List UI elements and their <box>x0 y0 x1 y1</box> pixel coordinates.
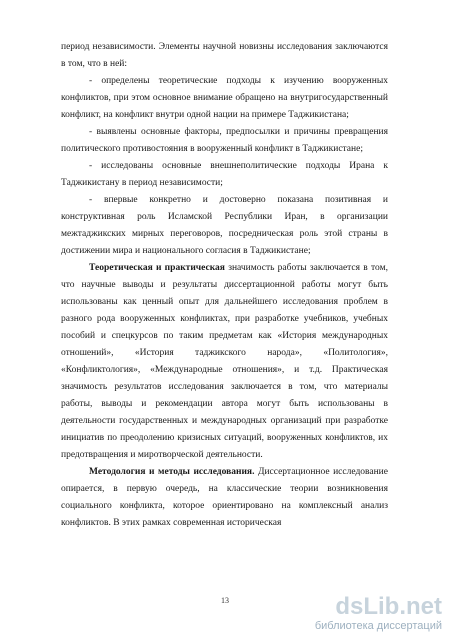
significance-heading: Теоретическая и практическая <box>89 263 225 273</box>
paragraph-novelty-item-3: - исследованы основные внешнеполитические подходы Ирана к Таджикистану в период независимости; <box>61 161 388 188</box>
body-text <box>61 39 388 532</box>
paragraph-novelty-item-2: - выявлены основные факторы, предпосылки и причины превращения политического противостояния в вооруженный конфликт в Таджикистане; <box>61 127 388 154</box>
paragraph-novelty-item-1: - определены теоретические подходы к изучению вооруженных конфликтов, при этом основное внимание обращено на внутригосударственный конфликт, на конфликт внутри одной нации на примере Таджикистана; <box>61 76 388 120</box>
watermark-logo: dsLib.net <box>335 593 442 620</box>
paragraph-methodology <box>61 464 388 532</box>
watermark-subtitle: библиотека диссертаций <box>314 620 442 632</box>
methodology-text: Диссертационное исследование опирается, в первую очередь, на классические теории возникновения социального конфликта, которое ориентировано на комплексный анализ конфликтов. В этих рамках современная историческая <box>61 467 388 528</box>
watermark <box>315 594 442 633</box>
paragraph-significance <box>61 260 388 464</box>
paragraph-novelty-item-4: - впервые конкретно и достоверно показана позитивная и конструктивная роль Исламской Республики Иран, в организации межтаджикских мирных переговоров, посредническая роль этой страны в достижении мира и национального согласия в Таджикистане; <box>61 195 388 256</box>
page-number: 13 <box>221 596 229 605</box>
significance-text: значимость работы заключается в том, что научные выводы и результаты диссертационной работы могут быть использованы как ценный опыт для дальнейшего исследования проблем в разного рода вооруженных конфликтах, при разработке учебников, учебных пособий и спецкурсов по таким предметам как «История международных отношений», «История таджикского народа», «Политология», «Конфликтология», «Международные отношения», и т.д. Практическая значимость результатов исследования заключается в том, что материалы работы, выводы и рекомендации автора могут быть использованы в деятельности государственных и международных организаций при разработке инициатив по преодолению кризисных ситуаций, вооруженных конфликтов, их предотвращения и миротворческой деятельности. <box>61 263 388 460</box>
methodology-heading: Методология и методы исследования. <box>89 467 255 477</box>
paragraph-novelty-intro: период независимости. Элементы научной новизны исследования заключаются в том, что в ней: <box>61 42 388 69</box>
